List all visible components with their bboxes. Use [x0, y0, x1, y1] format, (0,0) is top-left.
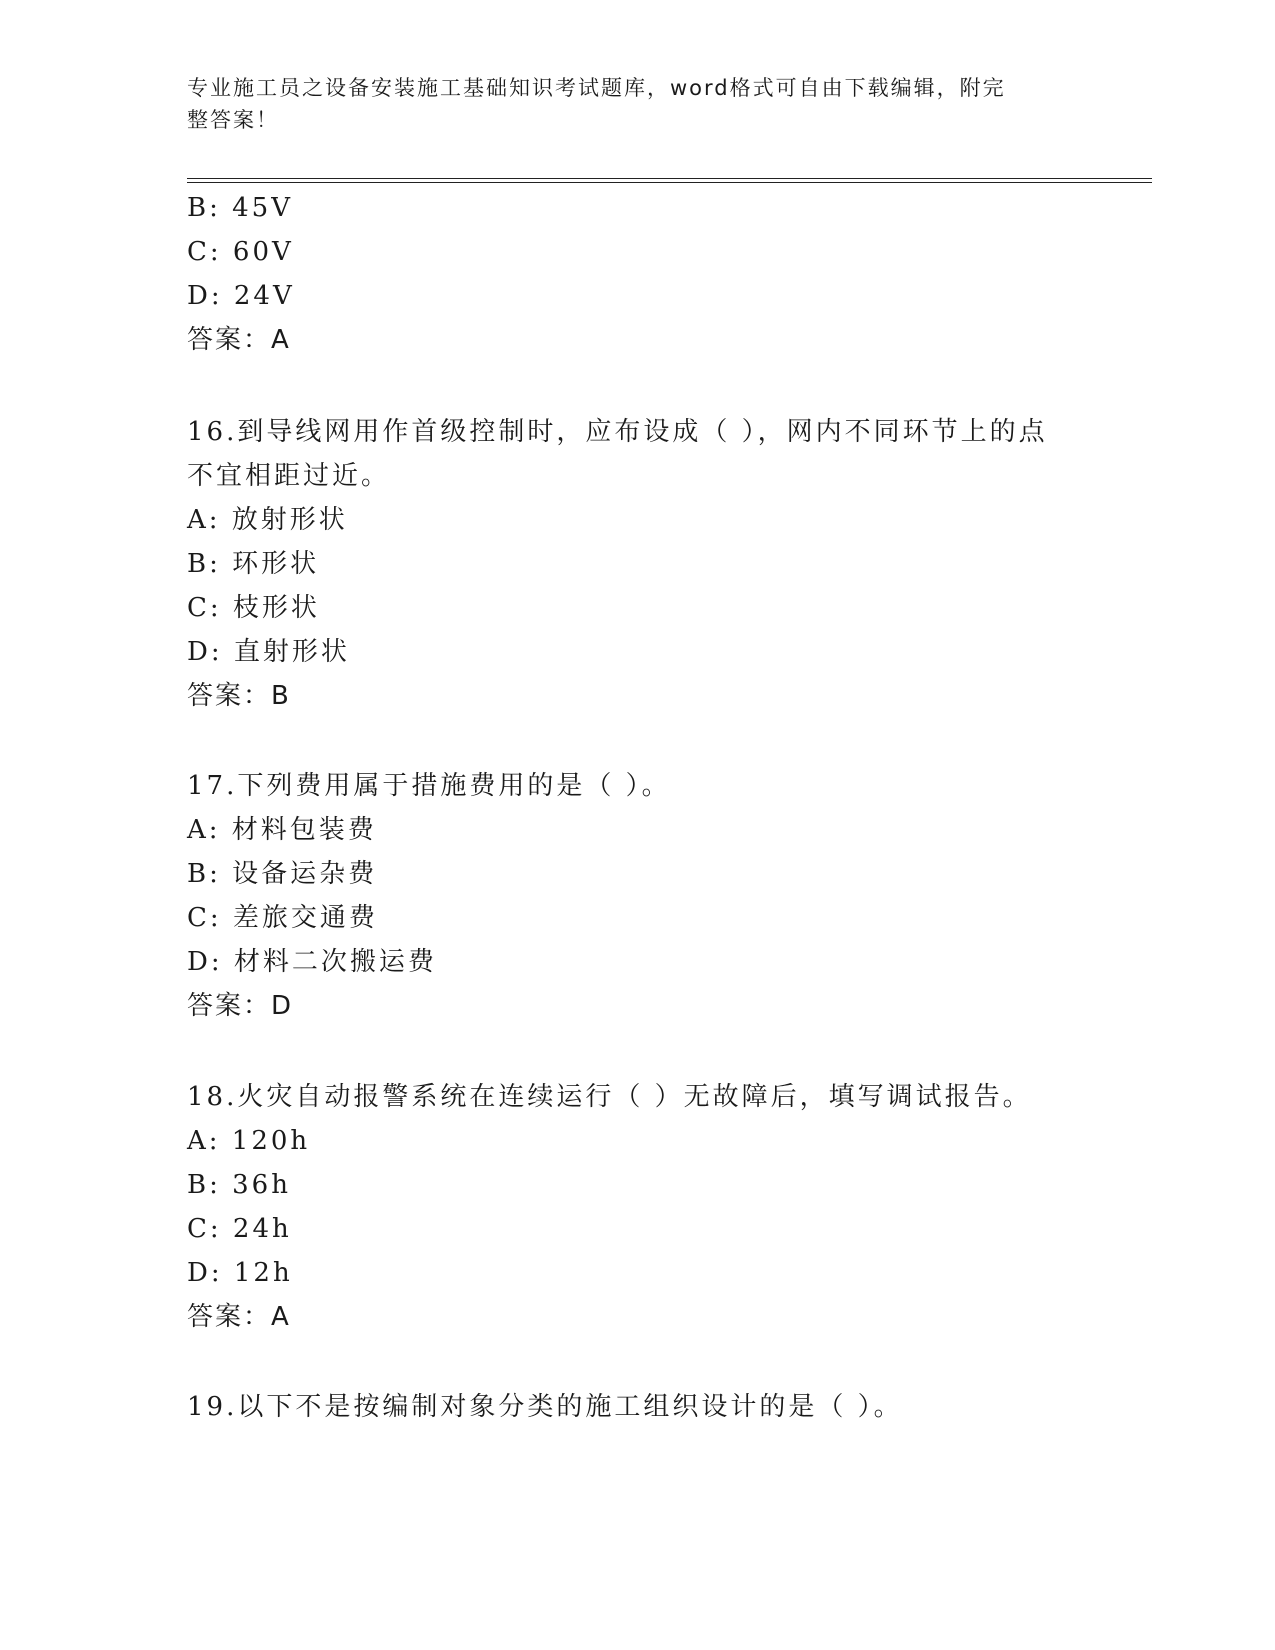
q18-answer: 答案：A: [187, 1302, 291, 1332]
q15-option-c: C: 60V: [187, 237, 294, 267]
header-title-line-1: 专业施工员之设备安装施工基础知识考试题库，word格式可自由下载编辑，附完: [187, 76, 1006, 100]
q16-option-d: D: 直射形状: [187, 637, 350, 667]
q17-option-c: C: 差旅交通费: [187, 903, 378, 933]
q15-option-d: D: 24V: [187, 281, 295, 311]
header-divider-top: [187, 178, 1152, 179]
q18-option-d: D: 12h: [187, 1258, 293, 1288]
q18-stem: 18.火灾自动报警系统在连续运行（ ）无故障后，填写调试报告。: [187, 1082, 1032, 1112]
q18-option-c: C: 24h: [187, 1214, 292, 1244]
q16-stem-line-2: 不宜相距过近。: [187, 461, 391, 491]
q16-stem-line-1: 16.到导线网用作首级控制时，应布设成（ ），网内不同环节上的点: [187, 417, 1048, 447]
q16-option-a: A: 放射形状: [187, 505, 348, 535]
q17-option-b: B: 设备运杂费: [187, 859, 378, 889]
q18-option-b: B: 36h: [187, 1170, 291, 1200]
q16-option-b: B: 环形状: [187, 549, 320, 579]
q16-answer: 答案：B: [187, 681, 291, 711]
q17-option-a: A: 材料包装费: [187, 815, 377, 845]
q17-option-d: D: 材料二次搬运费: [187, 947, 437, 977]
document-header: [187, 72, 1067, 136]
q19-stem: 19.以下不是按编制对象分类的施工组织设计的是（ ）。: [187, 1392, 903, 1422]
q18-option-a: A: 120h: [187, 1126, 311, 1156]
q17-answer: 答案：D: [187, 991, 294, 1021]
header-divider-bottom: [187, 182, 1152, 183]
q15-answer: 答案：A: [187, 325, 291, 355]
q15-option-b: B: 45V: [187, 193, 293, 223]
header-title-line-2: 整答案！: [187, 108, 279, 132]
q17-stem: 17.下列费用属于措施费用的是（ ）。: [187, 771, 671, 801]
q16-option-c: C: 枝形状: [187, 593, 320, 623]
